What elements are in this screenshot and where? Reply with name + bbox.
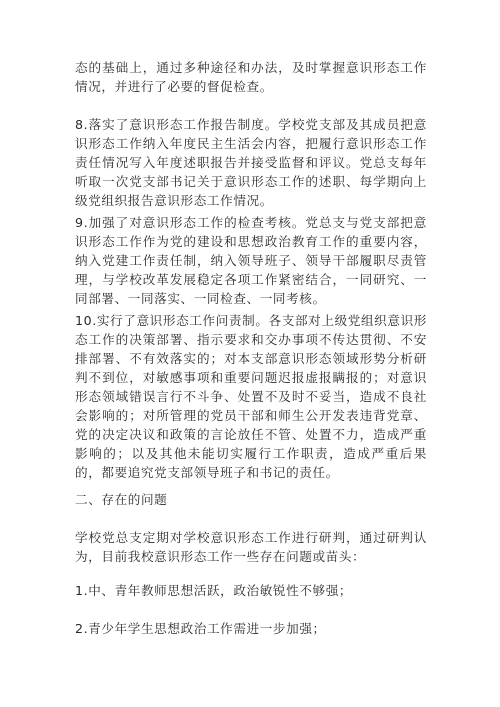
- problem-item-2: 2.青少年学生思想政治工作需进一步加强；: [75, 621, 326, 636]
- paragraph-intro-continuation: 态的基础上，通过多种途径和办法，及时掌握意识形态工作情况，并进行了必要的督促检查。: [75, 60, 427, 94]
- section-heading: 二、存在的问题: [75, 492, 168, 507]
- problem-item-1: 1.中、青年教师思想活跃，政治敏锐性不够强；: [75, 583, 353, 598]
- paragraph-section-intro: 学校党总支定期对学校意识形态工作进行研判，通过研判认为，目前我校意识形态工作一些存在问题或苗头：: [75, 530, 427, 564]
- paragraph-item-8: 8.落实了意识形态工作报告制度。学校党支部及其成员把意识形态工作纳入年度民主生活会内容，把履行意识形态工作责任情况写入年度述职报告并接受监督和评议。党总支每年听取一次党支部书记关于意识形态工作的述职、每学期向上级党组织报告意识形态工作情况。: [75, 117, 427, 208]
- paragraph-item-10: 10.实行了意识形态工作问责制。各支部对上级党组织意识形态工作的决策部署、指示要求和交办事项不传达贯彻、不安排部署、不有效落实的；对本支部意识形态领域形势分析研判不到位，对敏感事项和重要问题迟报虚报瞒报的；对意识形态领域错误言行不斗争、处置不及时不妥当，造成不良社会影响的；对所管理的党员干部和师生公开发表违背党章、党的决定决议和政策的言论放任不管、处置不力，造成严重影响的；以及其他未能切实履行工作职责，造成严重后果的，都要追究党支部领导班子和书记的责任。: [75, 313, 427, 480]
- paragraph-item-9: 9.加强了对意识形态工作的检查考核。党总支与党支部把意识形态工作作为党的建设和思想政治教育工作的重要内容，纳入党建工作责任制，纳入领导班子、领导干部履职尽责管理，与学校改革发展稳定各项工作紧密结合，一同研究、一同部署、一同落实、一同检查、一同考核。: [75, 215, 427, 306]
